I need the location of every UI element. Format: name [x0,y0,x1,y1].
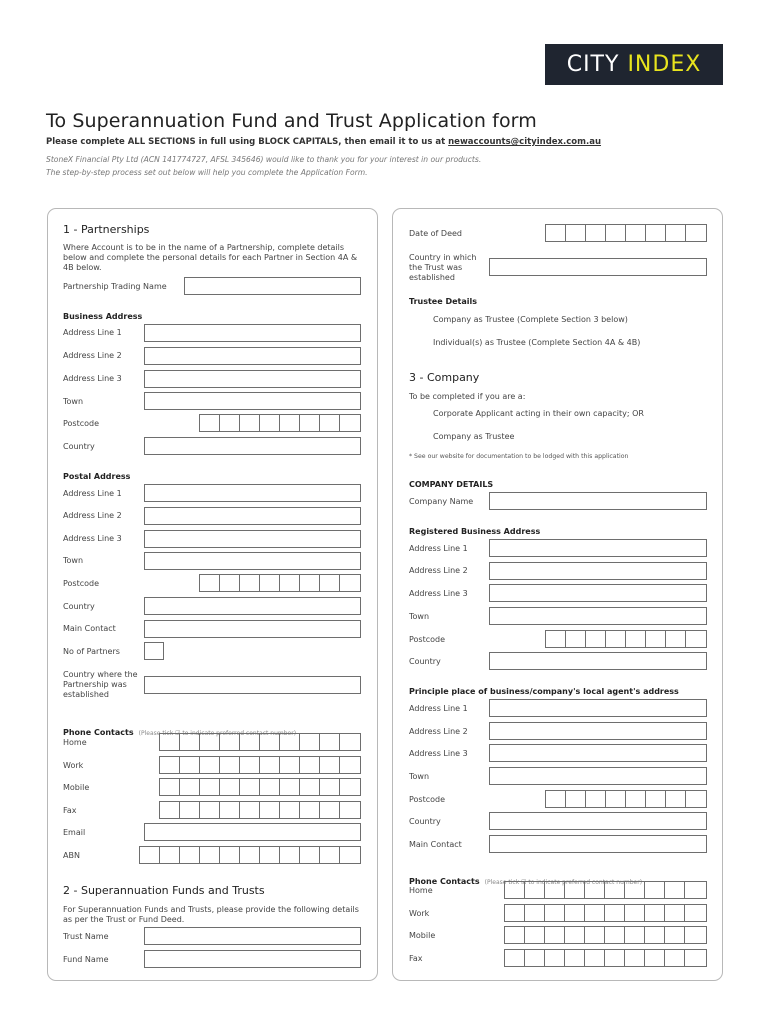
trustee-details-heading: Trustee Details [409,297,477,306]
trustee-option-individual[interactable]: Individual(s) as Trustee (Complete Section 4A & 4B) [433,338,641,347]
reg-address-line2-input[interactable] [489,562,707,580]
postal-postcode-boxes[interactable] [199,574,361,592]
trustee-option-company[interactable]: Company as Trustee (Complete Section 3 below) [433,315,628,324]
instructions-text: Please complete ALL SECTIONS in full using BLOCK CAPITALS, then email it to us at [46,137,449,147]
postal-country-input[interactable] [144,597,361,615]
section-2-heading: 2 - Superannuation Funds and Trusts [63,884,265,897]
registered-address-heading: Registered Business Address [409,527,541,536]
phone-work-boxes[interactable] [159,756,361,774]
section-1-heading: 1 - Partnerships [63,223,150,236]
page-title: To Superannuation Fund and Trust Application form [46,110,537,132]
prin-address-line3-input[interactable] [489,744,707,762]
country-established-input[interactable] [144,676,361,694]
company-phone-work-label: Work [409,909,430,918]
date-of-deed-boxes[interactable] [545,224,707,242]
reg-address-line3-input[interactable] [489,584,707,602]
no-of-partners-input[interactable] [144,642,164,660]
prin-town-input[interactable] [489,767,707,785]
intro-line-1: StoneX Financial Pty Ltd (ACN 141774727, AFSL 345646) would like to thank you for your interest in our products. [46,155,482,164]
intro-line-2: The step-by-step process set out below will help you complete the Application Form. [46,168,368,177]
postal-postcode-label: Postcode [63,579,100,588]
company-phone-fax-boxes[interactable] [504,949,707,967]
business-address-line2-input[interactable] [144,347,361,365]
company-phone-mobile-label: Mobile [409,931,436,940]
reg-postcode-boxes[interactable] [545,630,707,648]
city-index-logo [545,44,723,85]
business-country-input[interactable] [144,437,361,455]
prin-country-input[interactable] [489,812,707,830]
fund-name-input[interactable] [144,950,361,968]
prin-town-label: Town [409,772,430,781]
business-address-line3-label: Address Line 3 [63,374,122,383]
business-postcode-label: Postcode [63,419,100,428]
trust-country-label: Country in which the Trust was established [409,253,477,282]
phone-home-label: Home [63,738,87,747]
trading-name-label: Partnership Trading Name [63,282,167,291]
prin-address-line1-input[interactable] [489,699,707,717]
company-phone-home-label: Home [409,886,433,895]
prin-address-line2-input[interactable] [489,722,707,740]
business-address-line1-input[interactable] [144,324,361,342]
instructions [46,137,601,147]
company-phone-mobile-boxes[interactable] [504,926,707,944]
postal-town-input[interactable] [144,552,361,570]
reg-address-line3-label: Address Line 3 [409,589,468,598]
email-label: Email [63,828,86,837]
business-postcode-boxes[interactable] [199,414,361,432]
postal-country-label: Country [63,602,95,611]
email-link[interactable]: newaccounts@cityindex.com.au [448,137,602,147]
section-2-description: For Superannuation Funds and Trusts, please provide the following details as per the Trust or Fund Deed. [63,905,359,924]
documentation-note: * See our website for documentation to be lodged with this application [409,453,629,460]
postal-town-label: Town [63,556,84,565]
section-3-heading: 3 - Company [409,371,480,384]
business-country-label: Country [63,442,95,451]
phone-mobile-boxes[interactable] [159,778,361,796]
company-phone-contacts-note: (Please tick ☑ to indicate preferred contact number) [484,879,643,886]
phone-home-boxes[interactable] [159,733,361,751]
company-option-trustee[interactable]: Company as Trustee [433,432,515,441]
company-phone-home-boxes[interactable] [504,881,707,899]
abn-label: ABN [63,851,80,860]
reg-country-input[interactable] [489,652,707,670]
reg-country-label: Country [409,657,441,666]
no-of-partners-label: No of Partners [63,647,120,656]
trust-name-label: Trust Name [63,932,109,941]
principal-address-heading: Principle place of business/company's local agent's address [409,687,679,696]
phone-mobile-label: Mobile [63,783,90,792]
prin-postcode-boxes[interactable] [545,790,707,808]
company-option-corporate[interactable]: Corporate Applicant acting in their own capacity; OR [433,409,644,418]
prin-address-line3-label: Address Line 3 [409,749,468,758]
company-phone-fax-label: Fax [409,954,423,963]
postal-address-line2-label: Address Line 2 [63,511,122,520]
business-address-heading: Business Address [63,312,143,321]
company-name-label: Company Name [409,497,474,506]
phone-work-label: Work [63,761,84,770]
postal-address-line2-input[interactable] [144,507,361,525]
phone-contacts-note: (Please tick ☑ to indicate preferred contact number) [138,730,297,737]
business-address-line1-label: Address Line 1 [63,328,122,337]
trading-name-input[interactable] [184,277,361,295]
trust-name-input[interactable] [144,927,361,945]
reg-town-label: Town [409,612,430,621]
fund-name-label: Fund Name [63,955,109,964]
abn-boxes[interactable] [139,846,361,864]
prin-main-contact-input[interactable] [489,835,707,853]
logo-word-index: INDEX [627,52,702,77]
prin-country-label: Country [409,817,441,826]
section-1-description: Where Account is to be in the name of a Partnership, complete details below and complete the personal details for each Partner in Section 4A & 4B below. [63,243,358,272]
main-contact-input[interactable] [144,620,361,638]
business-town-label: Town [63,397,84,406]
postal-address-line1-input[interactable] [144,484,361,502]
business-address-line2-label: Address Line 2 [63,351,122,360]
country-established-label: Country where the Partnership was established [63,670,138,699]
phone-fax-boxes[interactable] [159,801,361,819]
prin-address-line2-label: Address Line 2 [409,727,468,736]
phone-contacts-heading: Phone Contacts [63,728,134,737]
reg-postcode-label: Postcode [409,635,446,644]
reg-address-line2-label: Address Line 2 [409,566,468,575]
phone-fax-label: Fax [63,806,77,815]
company-details-heading: COMPANY DETAILS [409,480,494,489]
company-phone-work-boxes[interactable] [504,904,707,922]
prin-address-line1-label: Address Line 1 [409,704,468,713]
section-3-intro: To be completed if you are a: [409,392,526,401]
prin-main-contact-label: Main Contact [409,840,462,849]
email-input[interactable] [144,823,361,841]
main-contact-label: Main Contact [63,624,116,633]
company-name-input[interactable] [489,492,707,510]
postal-address-line3-input[interactable] [144,530,361,548]
trust-country-input[interactable] [489,258,707,276]
reg-town-input[interactable] [489,607,707,625]
postal-address-heading: Postal Address [63,472,131,481]
postal-address-line1-label: Address Line 1 [63,489,122,498]
business-town-input[interactable] [144,392,361,410]
reg-address-line1-label: Address Line 1 [409,544,468,553]
prin-postcode-label: Postcode [409,795,446,804]
business-address-line3-input[interactable] [144,370,361,388]
reg-address-line1-input[interactable] [489,539,707,557]
company-phone-contacts-heading: Phone Contacts [409,877,480,886]
date-of-deed-label: Date of Deed [409,229,462,238]
postal-address-line3-label: Address Line 3 [63,534,122,543]
logo-word-city: CITY [566,52,620,77]
